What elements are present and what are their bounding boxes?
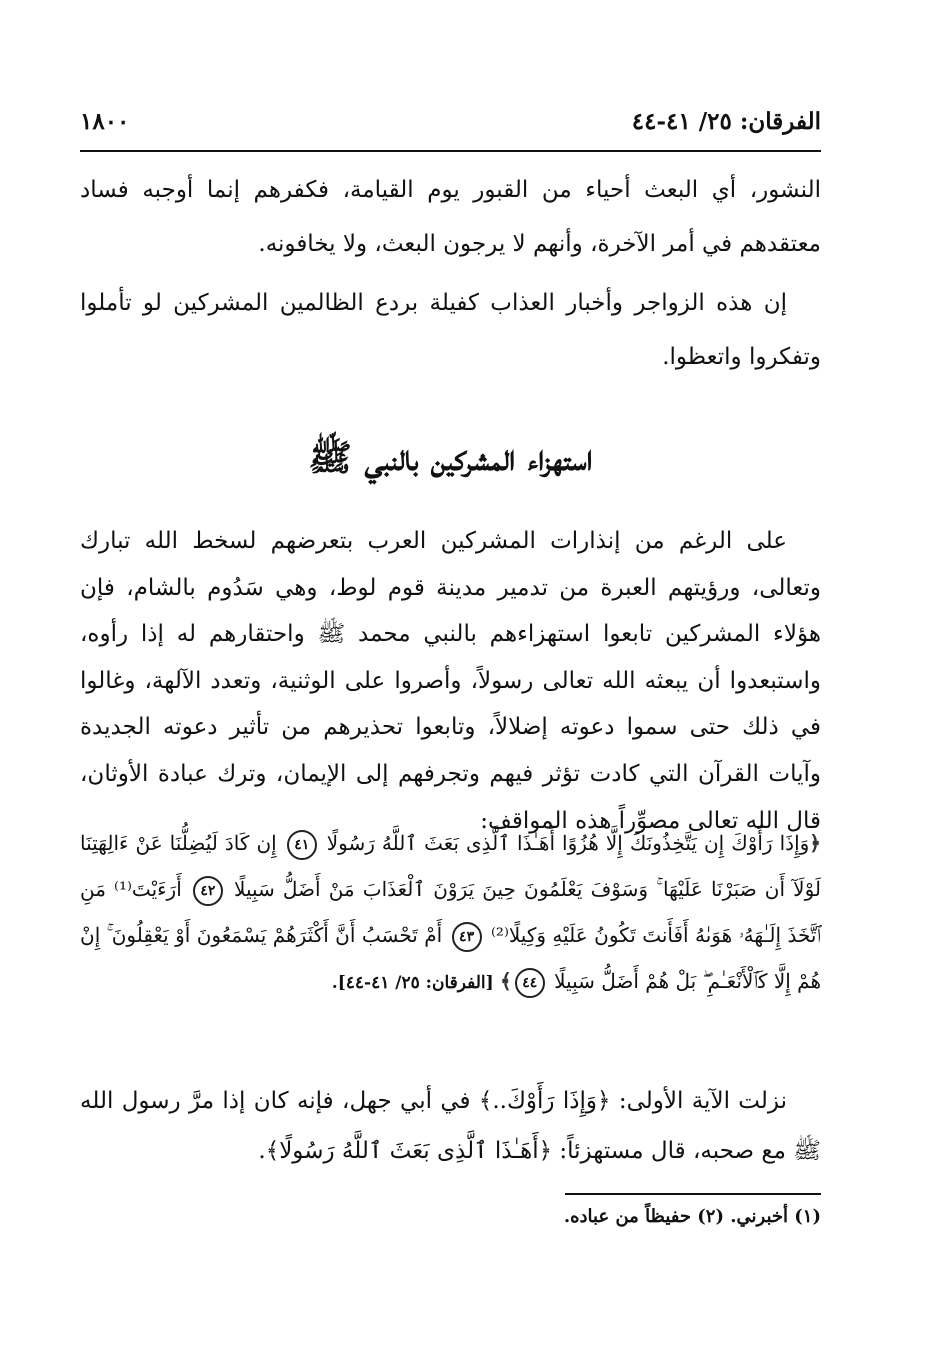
verse-42: إِن كَادَ لَيُضِلُّنَا عَنْ ءَالِهَتِنَا لَوْلَآ أَن صَبَرْنَا عَلَيْهَا ۚ وَسَوْفَ يَعْلَمُونَ حِينَ يَرَوْنَ ٱلْعَذَابَ مَنْ أَضَلُّ سَبِيلًا xyxy=(80,831,821,901)
header-rule xyxy=(80,150,821,152)
page-number: ١٨٠٠ xyxy=(80,108,130,135)
paragraph-4: نزلت الآية الأولى: ﴿وَإِذَا رَأَوْكَ..﴾ في أبي جهل، فإنه كان إذا مرَّ رسول الله ﷺ مع صحبه، قال مستهزئاً: ﴿أَهَـٰذَا ٱلَّذِى بَعَثَ ٱللَّهُ رَسُولًا﴾. xyxy=(80,1088,821,1164)
verse-43: أَرَءَيْتَ⁽¹⁾ مَنِ ٱتَّخَذَ إِلَـٰهَهُۥ هَوَىٰهُ أَفَأَنتَ تَكُونُ عَلَيْهِ وَكِيلًا⁽²⁾ xyxy=(80,877,822,947)
paragraph-3: على الرغم من إنذارات المشركين العرب بتعرضهم لسخط الله تبارك وتعالى، ورؤيتهم العبرة من تدمير مدينة قوم لوط، وهي سَدُوم بالشام، فإن هؤلاء المشركين تابعوا استهزاءهم بالنبي محمد ﷺ واحتقارهم له إذا رأوه، واستبعدوا أن يبعثه الله تعالى رسولاً، وأصروا على الوثنية، وتعدد الآلهة، وغالوا في ذلك حتى سموا دعوته إضلالاً، وتابعوا تحذيرهم من تأثير دعوته الجديدة وآيات القرآن التي كادت تؤثر فيهم وتجرفهم إلى الإيمان، وترك عبادة الأوثان، قال الله تعالى مصوِّراً هذه المواقف: xyxy=(80,528,821,834)
section-heading: استهزاء المشركين بالنبي ﷺ xyxy=(308,437,593,479)
quran-open-brace: ﴿ xyxy=(809,831,821,855)
paragraph-1: النشور، أي البعث أحياء من القبور يوم القيامة، فكفرهم إنما أوجبه فساد معتقدهم في أمر الآخرة، وأنهم لا يرجون البعث، ولا يخافونه. xyxy=(80,177,821,257)
footnote-rule xyxy=(565,1193,821,1195)
ayah-number-42: ٤٢ xyxy=(193,876,223,906)
quran-passage xyxy=(80,820,821,1006)
paragraph-2: إن هذه الزواجر وأخبار العذاب كفيلة بردع الظالمين المشركين لو تأملوا وتفكروا واتعظوا. xyxy=(80,290,821,370)
ayah-number-43: ٤٣ xyxy=(452,922,482,952)
quran-close-brace: ﴾ xyxy=(500,969,512,993)
page-header xyxy=(80,108,821,148)
running-title: الفرقان: ٢٥/ ٤١-٤٤ xyxy=(631,108,821,135)
ayah-number-44: ٤٤ xyxy=(515,968,545,998)
surah-reference: [الفرقان: ٢٥/ ٤١-٤٤]. xyxy=(331,973,494,993)
ayah-number-41: ٤١ xyxy=(287,830,317,860)
verse-41: وَإِذَا رَأَوْكَ إِن يَتَّخِذُونَكَ إِلَّا هُزُوًا أَهَـٰذَا ٱلَّذِى بَعَثَ ٱللَّهُ رَسُولًا xyxy=(326,831,810,855)
footnotes: (١) أخبرني. (٢) حفيظاً من عباده. xyxy=(563,1206,821,1227)
verse-44: أَمْ تَحْسَبُ أَنَّ أَكْثَرَهُمْ يَسْمَعُونَ أَوْ يَعْقِلُونَ ۚ إِنْ هُمْ إِلَّا كَٱلْأَنْعَـٰمِ ۖ بَلْ هُمْ أَضَلُّ سَبِيلًا xyxy=(80,923,821,993)
